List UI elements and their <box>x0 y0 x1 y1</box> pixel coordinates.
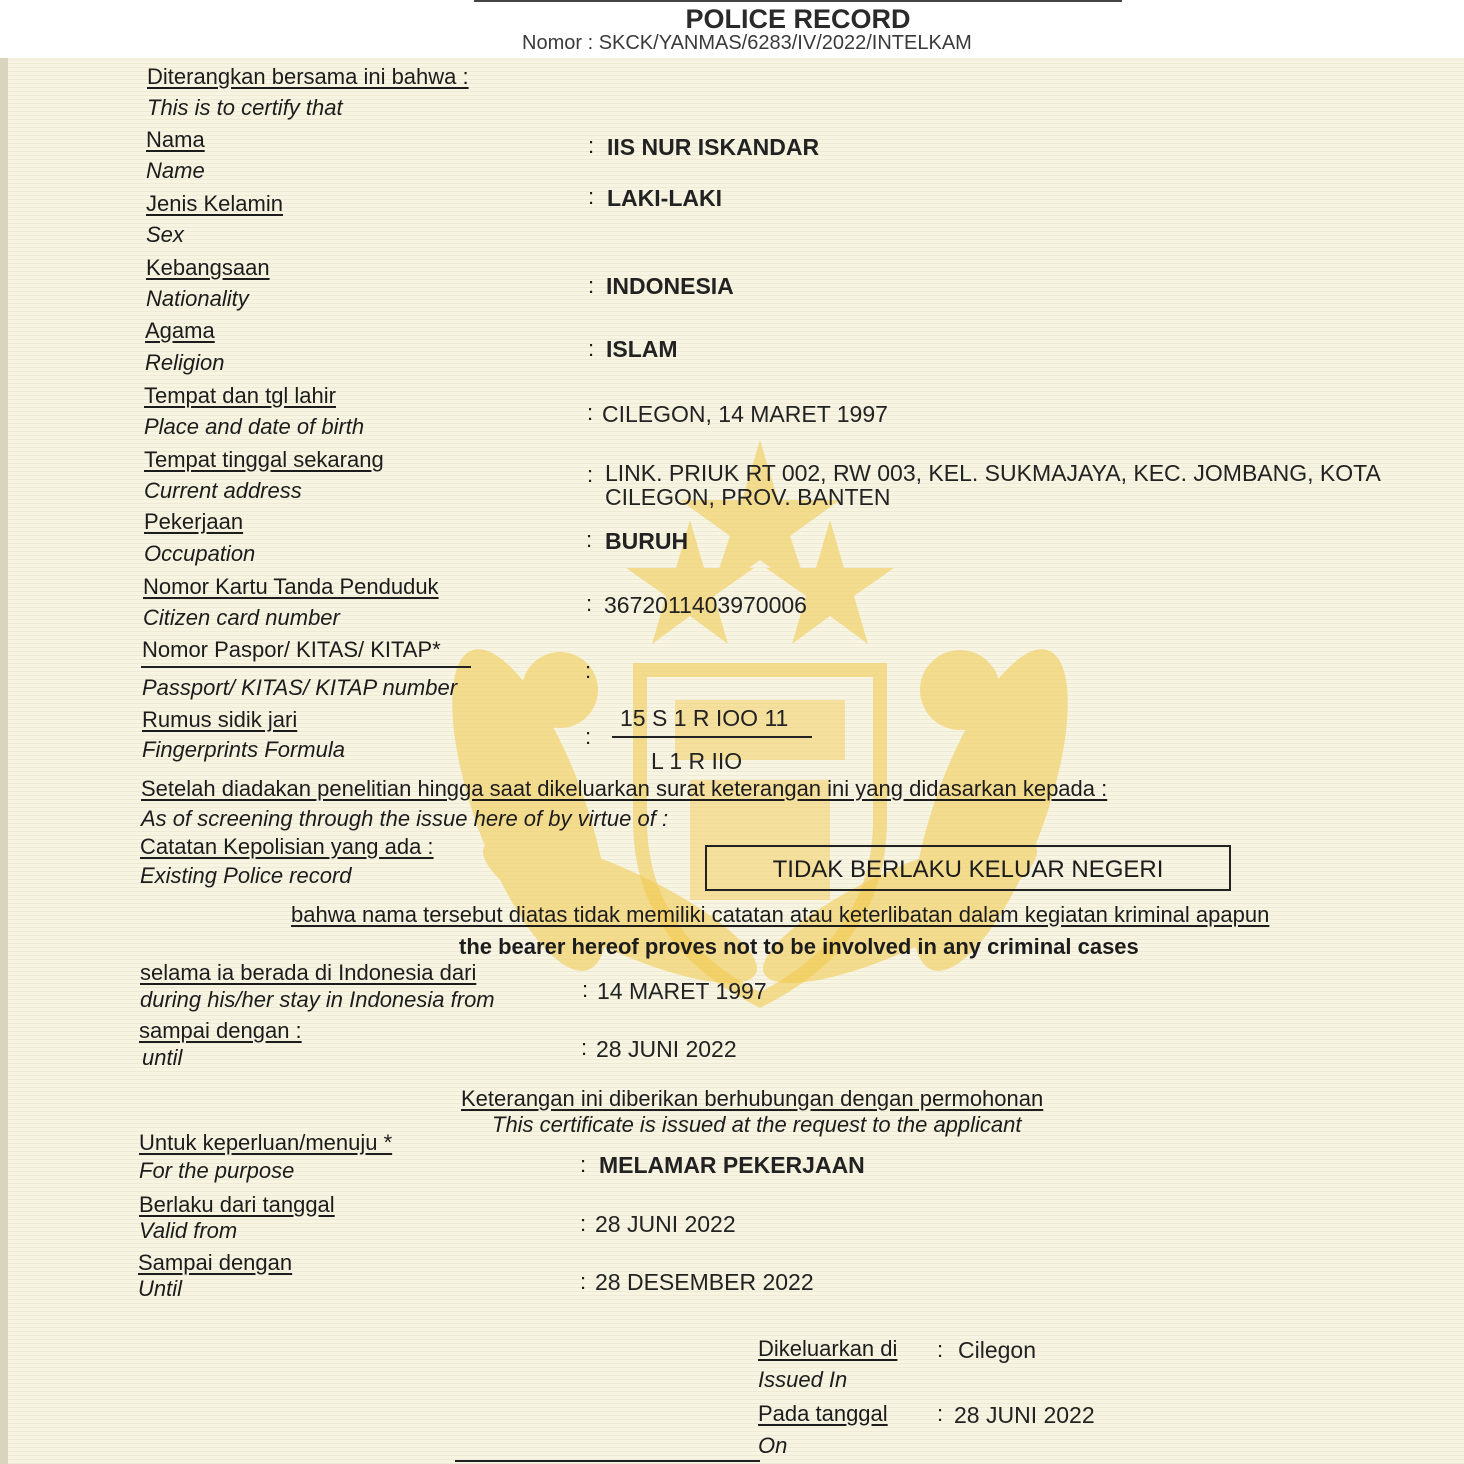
colon: : <box>580 1211 587 1236</box>
valid-until-label-id: Sampai dengan <box>138 1250 293 1275</box>
document-title: POLICE RECORD <box>685 4 911 34</box>
address-value-line2: CILEGON, PROV. BANTEN <box>605 484 891 510</box>
field-label-id: Pekerjaan <box>144 509 244 534</box>
ktp-value: 3672011403970006 <box>604 592 807 618</box>
issued-on-value: 28 JUNI 2022 <box>954 1402 1095 1428</box>
bottom-rule <box>455 1460 760 1462</box>
valid-from-label-en: Valid from <box>139 1218 238 1243</box>
field-label-en: Religion <box>145 350 225 375</box>
valid-until-value: 28 DESEMBER 2022 <box>595 1269 814 1295</box>
colon: : <box>587 462 594 487</box>
field-label-id: Jenis Kelamin <box>146 191 283 216</box>
police-record-label-en: Existing Police record <box>140 863 352 888</box>
field-label-id: Rumus sidik jari <box>142 707 298 732</box>
passport-label-rule <box>141 666 471 668</box>
police-record-label-id: Catatan Kepolisian yang ada : <box>140 834 434 859</box>
colon: : <box>588 336 595 361</box>
field-label-en: Sex <box>146 222 184 247</box>
purpose-value: MELAMAR PEKERJAAN <box>599 1152 865 1178</box>
purpose-label-id: Untuk keperluan/menuju * <box>139 1130 393 1155</box>
stay-until-value: 28 JUNI 2022 <box>596 1036 737 1062</box>
field-label-en: Nationality <box>146 286 249 311</box>
issued-in-label-en: Issued In <box>758 1367 848 1392</box>
police-record-status: TIDAK BERLAKU KELUAR NEGERI <box>772 856 1164 883</box>
valid-until-label-en: Until <box>138 1276 183 1301</box>
colon: : <box>582 977 589 1002</box>
colon: : <box>586 527 593 552</box>
nationality-value: INDONESIA <box>606 273 734 299</box>
intro-en: This is to certify that <box>147 95 343 120</box>
field-label-id: Nama <box>146 127 205 152</box>
colon: : <box>586 591 593 616</box>
sex-value: LAKI-LAKI <box>607 185 722 211</box>
request-id: Keterangan ini diberikan berhubungan dengan permohonan <box>461 1086 1044 1111</box>
top-rule <box>474 0 1122 2</box>
fingerprint-denominator: L 1 R IIO <box>651 748 743 774</box>
field-label-en: Name <box>146 158 205 183</box>
nomor-label: Nomor : <box>522 32 594 54</box>
field-label-id: Tempat dan tgl lahir <box>144 383 336 408</box>
colon: : <box>581 1035 588 1060</box>
field-label-id: Nomor Kartu Tanda Penduduk <box>143 574 439 599</box>
colon: : <box>580 1152 587 1177</box>
intro-id: Diterangkan bersama ini bahwa : <box>147 64 469 89</box>
valid-from-value: 28 JUNI 2022 <box>595 1211 736 1237</box>
field-label-id: Agama <box>145 318 215 343</box>
nomor-value: SKCK/YANMAS/6283/IV/2022/INTELKAM <box>598 32 972 54</box>
issued-on-label-id: Pada tanggal <box>758 1401 888 1426</box>
fingerprint-numerator: 15 S 1 R IOO 11 <box>620 705 789 731</box>
stay-from-label-en: during his/her stay in Indonesia from <box>140 987 495 1012</box>
stay-from-label-id: selama ia berada di Indonesia dari <box>140 960 477 985</box>
purpose-label-en: For the purpose <box>139 1158 295 1183</box>
issued-in-value: Cilegon <box>958 1337 1036 1363</box>
stay-until-label-id: sampai dengan : <box>139 1018 302 1043</box>
field-label-id: Kebangsaan <box>146 255 270 280</box>
field-label-en: Place and date of birth <box>144 414 365 439</box>
colon: : <box>587 400 594 425</box>
occupation-value: BURUH <box>605 528 689 554</box>
field-label-en: Current address <box>144 478 302 503</box>
screening-id: Setelah diadakan penelitian hingga saat dikeluarkan surat keterangan ini yang didasarkan kepada : <box>141 776 1108 801</box>
statement-en: the bearer hereof proves not to be involved in any criminal cases <box>459 934 1139 959</box>
colon: : <box>588 273 595 298</box>
address-value-line1: LINK. PRIUK RT 002, RW 003, KEL. SUKMAJAYA, KEC. JOMBANG, KOTA <box>605 460 1381 486</box>
valid-from-label-id: Berlaku dari tanggal <box>139 1192 335 1217</box>
colon: : <box>585 724 592 749</box>
stay-until-label-en: until <box>142 1045 183 1070</box>
issued-in-label-id: Dikeluarkan di <box>758 1336 898 1361</box>
field-label-en: Citizen card number <box>143 605 340 630</box>
religion-value: ISLAM <box>606 336 678 362</box>
issued-on-label-en: On <box>758 1433 788 1458</box>
field-label-en: Occupation <box>144 541 256 566</box>
name-value: IIS NUR ISKANDAR <box>607 134 820 160</box>
fingerprint-fraction-line <box>612 736 812 738</box>
field-label-id: Tempat tinggal sekarang <box>144 447 384 472</box>
statement-id: bahwa nama tersebut diatas tidak memiliki catatan atau keterlibatan dalam kegiatan kriminal apapun <box>291 902 1270 927</box>
police-record-box <box>705 845 1231 891</box>
colon: : <box>585 658 592 683</box>
colon: : <box>588 133 595 158</box>
colon: : <box>937 1337 944 1362</box>
birth-value: CILEGON, 14 MARET 1997 <box>602 401 888 427</box>
request-en: This certificate is issued at the request to the applicant <box>492 1112 1022 1137</box>
field-label-en: Passport/ KITAS/ KITAP number <box>142 675 458 700</box>
screening-en: As of screening through the issue here of by virtue of : <box>141 806 669 831</box>
colon: : <box>580 1269 587 1294</box>
paper-edge <box>0 58 8 1464</box>
colon: : <box>588 184 595 209</box>
field-label-en: Fingerprints Formula <box>142 737 345 762</box>
field-label-id: Nomor Paspor/ KITAS/ KITAP* <box>142 637 441 662</box>
colon: : <box>937 1401 944 1426</box>
document-number <box>522 32 972 55</box>
stay-from-value: 14 MARET 1997 <box>597 978 767 1004</box>
